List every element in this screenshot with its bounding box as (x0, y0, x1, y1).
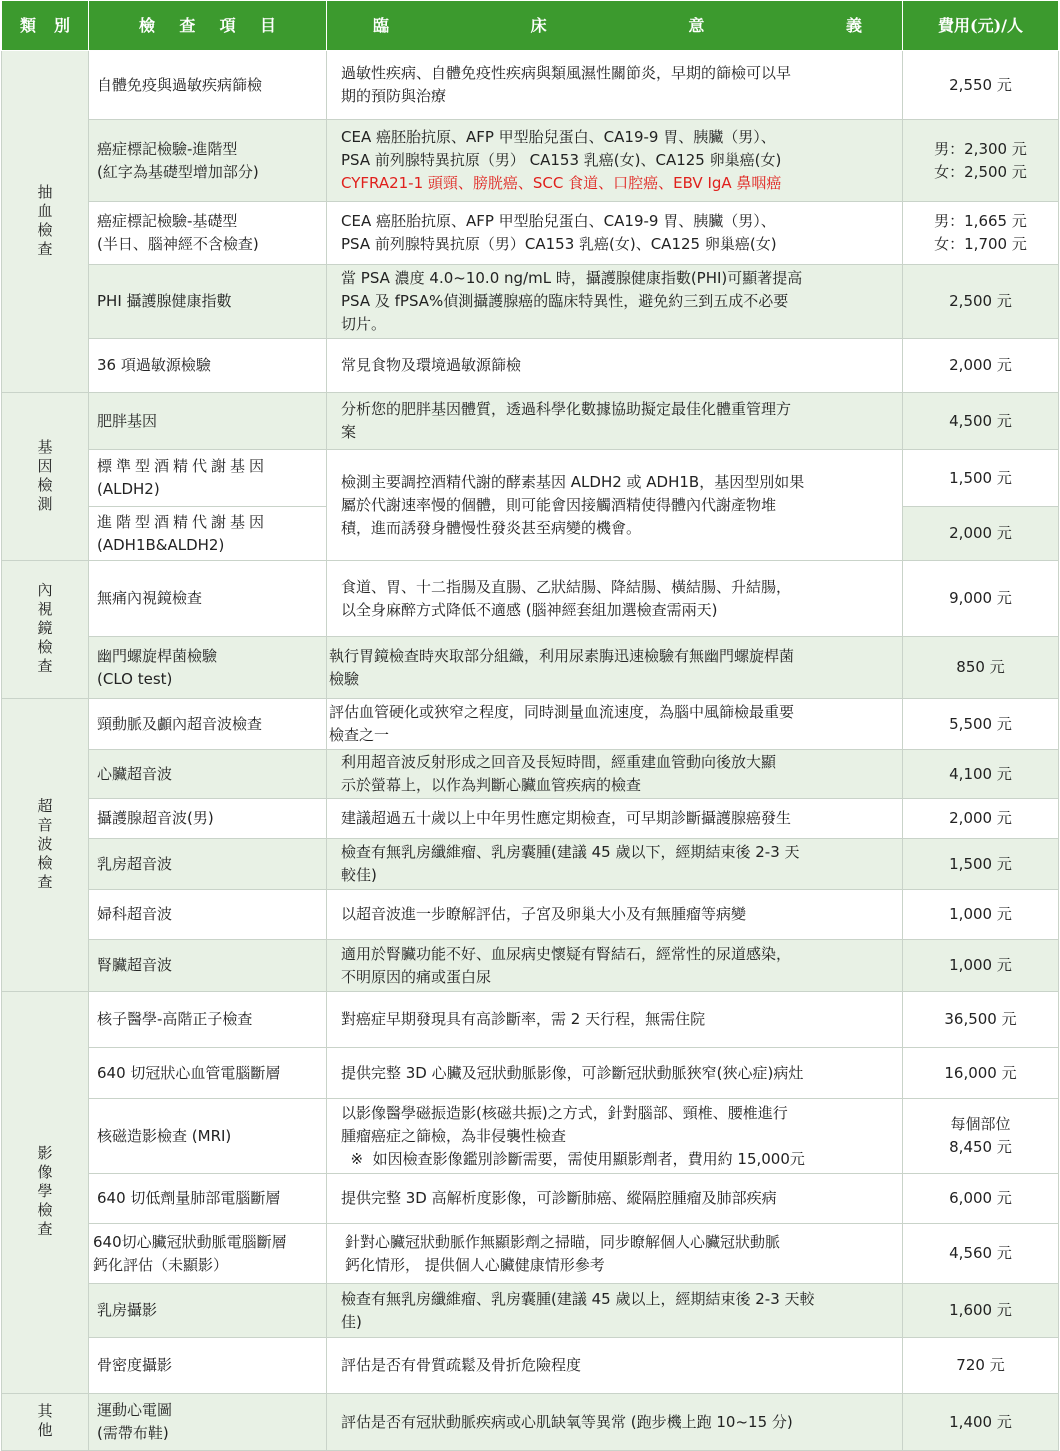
item-cell: 婦科超音波 (89, 890, 327, 940)
fee-cell: 9,000 元 (903, 561, 1059, 637)
fee-cell: 2,000 元 (903, 507, 1059, 561)
fee-cell: 850 元 (903, 637, 1059, 699)
table-row (2, 1394, 1059, 1451)
item-cell: 頸動脈及顱內超音波檢查 (89, 699, 327, 750)
item-cell: 癌症標記檢驗-基礎型 (半日、腦神經不含檢查) (89, 202, 327, 265)
table-row (2, 1338, 1059, 1394)
table-row (2, 202, 1059, 265)
desc-cell: 當 PSA 濃度 4.0~10.0 ng/mL 時，攝護腺健康指數(PHI)可顯著提高 PSA 及 fPSA%偵測攝護腺癌的臨床特異性，避免約三到五成不必要 切片。 (327, 265, 903, 339)
fee-cell: 36,500 元 (903, 992, 1059, 1048)
table-row (2, 1284, 1059, 1338)
fee-cell: 16,000 元 (903, 1048, 1059, 1099)
item-cell: 骨密度攝影 (89, 1338, 327, 1394)
item-cell: 核磁造影檢查 (MRI) (89, 1099, 327, 1174)
item-cell: 乳房超音波 (89, 839, 327, 890)
table-row (2, 120, 1059, 202)
fee-cell: 男：1,665 元 女：1,700 元 (903, 202, 1059, 265)
table-row (2, 265, 1059, 339)
desc-cell: 食道、胃、十二指腸及直腸、乙狀結腸、降結腸、橫結腸、升結腸， 以全身麻醉方式降低不適感 (腦神經套組加選檢查需兩天) (327, 561, 903, 637)
fee-cell: 4,560 元 (903, 1224, 1059, 1284)
desc-cell: 以影像醫學磁振造影(核磁共振)之方式，針對腦部、頸椎、腰椎進行 腫瘤癌症之篩檢，為非侵襲性檢查 ※ 如因檢查影像鑑別診斷需要，需使用顯影劑者，費用約 15,000元 (327, 1099, 903, 1174)
table-row (2, 890, 1059, 940)
table-row (2, 799, 1059, 839)
desc-cell: CEA 癌胚胎抗原、AFP 甲型胎兒蛋白、CA19-9 胃、胰臟（男）、 PSA 前列腺特異抗原（男）CA153 乳癌(女)、CA125 卵巢癌(女) (327, 202, 903, 265)
desc-cell: 利用超音波反射形成之回音及長短時間，經重建血管動向後放大顯 示於螢幕上，以作為判斷心臟血管疾病的檢查 (327, 750, 903, 799)
desc-cell: 執行胃鏡檢查時夾取部分組織，利用尿素脢迅速檢驗有無幽門螺旋桿菌 檢驗 (327, 637, 903, 699)
item-cell: 肥胖基因 (89, 393, 327, 450)
fee-cell: 4,500 元 (903, 393, 1059, 450)
fee-cell: 2,000 元 (903, 339, 1059, 393)
item-cell: 幽門螺旋桿菌檢驗 (CLO test) (89, 637, 327, 699)
table-row (2, 1048, 1059, 1099)
fee-cell: 1,500 元 (903, 839, 1059, 890)
table-row (2, 839, 1059, 890)
header-fee: 費用(元)/人 (903, 1, 1059, 51)
item-cell: 標準型酒精代謝基因 (ALDH2) (89, 450, 327, 507)
desc-cell: CEA 癌胚胎抗原、AFP 甲型胎兒蛋白、CA19-9 胃、胰臟（男）、 PSA 前列腺特異抗原（男） CA153 乳癌(女)、CA125 卵巢癌(女) CYFRA21-1 頭頸、膀胱癌、SCC 食道、口腔癌、EBV IgA 鼻咽癌 (327, 120, 903, 202)
desc-cell: 對癌症早期發現具有高診斷率，需 2 天行程，無需住院 (327, 992, 903, 1048)
header-item: 檢查項目 (89, 1, 327, 51)
desc-cell: 建議超過五十歲以上中年男性應定期檢查，可早期診斷攝護腺癌發生 (327, 799, 903, 839)
item-cell: 攝護腺超音波(男) (89, 799, 327, 839)
table-header-row (2, 1, 1059, 51)
table-row (2, 1224, 1059, 1284)
fee-cell: 1,000 元 (903, 890, 1059, 940)
table-row (2, 1174, 1059, 1224)
category-ultrasound: 超音波檢查 (2, 699, 89, 992)
desc-cell: 檢查有無乳房纖維瘤、乳房囊腫(建議 45 歲以下，經期結束後 2-3 天 較佳) (327, 839, 903, 890)
category-other: 其他 (2, 1394, 89, 1451)
desc-cell: 針對心臟冠狀動脈作無顯影劑之掃瞄，同步瞭解個人心臟冠狀動脈 鈣化情形， 提供個人心臟健康情形參考 (327, 1224, 903, 1284)
table-row (2, 699, 1059, 750)
category-blood: 抽血檢查 (2, 51, 89, 393)
desc-cell: 以超音波進一步瞭解評估，子宮及卵巢大小及有無腫瘤等病變 (327, 890, 903, 940)
table-row (2, 750, 1059, 799)
category-endoscopy: 內視鏡檢查 (2, 561, 89, 699)
item-cell: 心臟超音波 (89, 750, 327, 799)
fee-cell: 720 元 (903, 1338, 1059, 1394)
table-row (2, 450, 1059, 507)
item-cell: PHI 攝護腺健康指數 (89, 265, 327, 339)
desc-cell: 提供完整 3D 心臟及冠狀動脈影像，可診斷冠狀動脈狹窄(狹心症)病灶 (327, 1048, 903, 1099)
table-row (2, 339, 1059, 393)
item-cell: 36 項過敏源檢驗 (89, 339, 327, 393)
fee-cell: 1,500 元 (903, 450, 1059, 507)
table-row (2, 561, 1059, 637)
item-cell: 640 切冠狀心血管電腦斷層 (89, 1048, 327, 1099)
item-cell: 無痛內視鏡檢查 (89, 561, 327, 637)
desc-cell: 檢測主要調控酒精代謝的酵素基因 ALDH2 或 ADH1B，基因型別如果 屬於代謝速率慢的個體，則可能會因接觸酒精使得體內代謝產物堆 積，進而誘發身體慢性發炎甚至病變的機會。 (327, 450, 903, 561)
fee-cell: 2,000 元 (903, 799, 1059, 839)
item-cell: 核子醫學-高階正子檢查 (89, 992, 327, 1048)
item-cell: 640切心臟冠狀動脈電腦斷層 鈣化評估（未顯影） (89, 1224, 327, 1284)
table-row (2, 992, 1059, 1048)
health-exam-price-table (1, 0, 1059, 1451)
item-cell: 進階型酒精代謝基因 (ADH1B&ALDH2) (89, 507, 327, 561)
added-markers-text: CYFRA21-1 頭頸、膀胱癌、SCC 食道、口腔癌、EBV IgA 鼻咽癌 (341, 174, 782, 192)
desc-cell: 適用於腎臟功能不好、血尿病史懷疑有腎結石，經常性的尿道感染， 不明原因的痛或蛋白尿 (327, 940, 903, 992)
desc-cell: 提供完整 3D 高解析度影像，可診斷肺癌、縱隔腔腫瘤及肺部疾病 (327, 1174, 903, 1224)
desc-cell: 檢查有無乳房纖維瘤、乳房囊腫(建議 45 歲以上，經期結束後 2-3 天較 佳) (327, 1284, 903, 1338)
fee-cell: 2,550 元 (903, 51, 1059, 120)
header-category: 類別 (2, 1, 89, 51)
table-row (2, 51, 1059, 120)
fee-cell: 1,400 元 (903, 1394, 1059, 1451)
fee-cell: 每個部位 8,450 元 (903, 1099, 1059, 1174)
fee-cell: 1,600 元 (903, 1284, 1059, 1338)
item-cell: 乳房攝影 (89, 1284, 327, 1338)
table-row (2, 1099, 1059, 1174)
category-gene: 基因檢測 (2, 393, 89, 561)
fee-cell: 2,500 元 (903, 265, 1059, 339)
table-row (2, 637, 1059, 699)
desc-cell: 評估是否有冠狀動脈疾病或心肌缺氧等異常 (跑步機上跑 10~15 分) (327, 1394, 903, 1451)
item-cell: 運動心電圖 (需帶布鞋) (89, 1394, 327, 1451)
item-cell: 自體免疫與過敏疾病篩檢 (89, 51, 327, 120)
fee-cell: 5,500 元 (903, 699, 1059, 750)
header-meaning: 臨床意義 (327, 1, 903, 51)
desc-cell: 分析您的肥胖基因體質，透過科學化數據協助擬定最佳化體重管理方 案 (327, 393, 903, 450)
fee-cell: 4,100 元 (903, 750, 1059, 799)
table-row (2, 940, 1059, 992)
fee-cell: 男：2,300 元 女：2,500 元 (903, 120, 1059, 202)
table-row (2, 393, 1059, 450)
category-imaging: 影像學檢查 (2, 992, 89, 1394)
desc-cell: 過敏性疾病、自體免疫性疾病與類風濕性關節炎，早期的篩檢可以早 期的預防與治療 (327, 51, 903, 120)
fee-cell: 6,000 元 (903, 1174, 1059, 1224)
item-cell: 640 切低劑量肺部電腦斷層 (89, 1174, 327, 1224)
item-cell: 腎臟超音波 (89, 940, 327, 992)
desc-cell: 評估是否有骨質疏鬆及骨折危險程度 (327, 1338, 903, 1394)
item-cell: 癌症標記檢驗-進階型 (紅字為基礎型增加部分) (89, 120, 327, 202)
desc-cell: 常見食物及環境過敏源篩檢 (327, 339, 903, 393)
desc-cell: 評估血管硬化或狹窄之程度，同時測量血流速度，為腦中風篩檢最重要 檢查之一 (327, 699, 903, 750)
fee-cell: 1,000 元 (903, 940, 1059, 992)
